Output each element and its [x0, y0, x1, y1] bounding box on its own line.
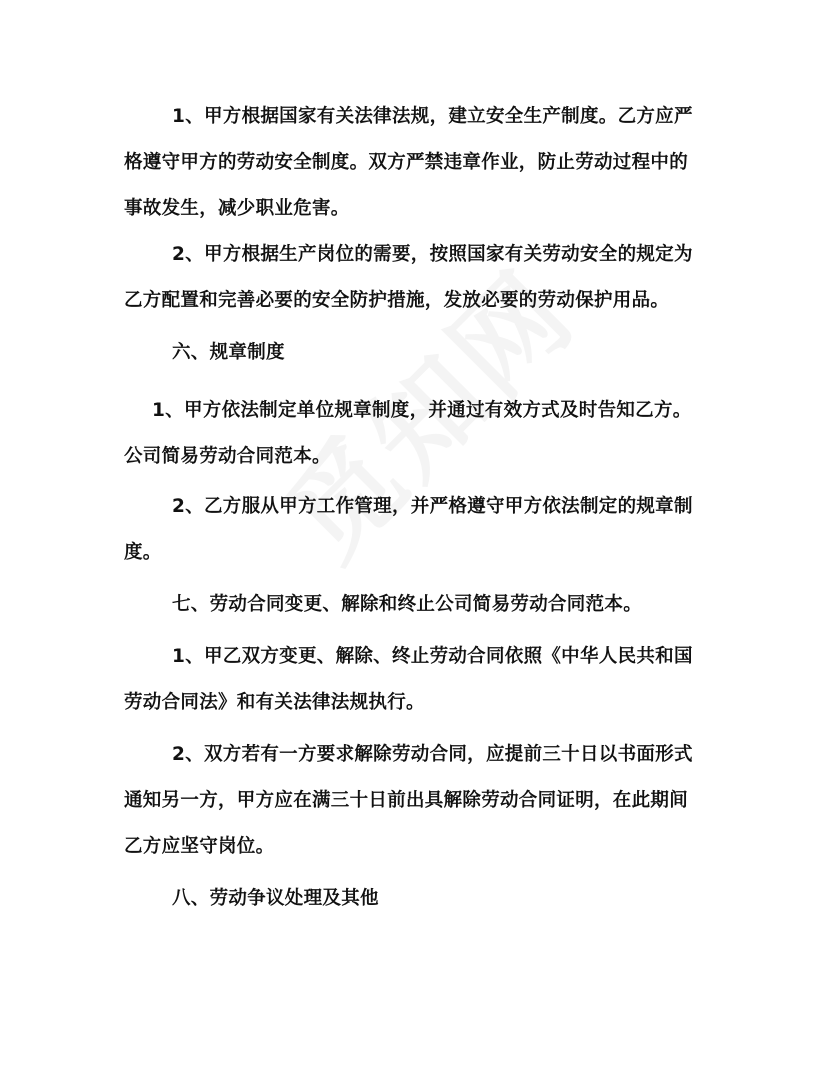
heading-section-6: 六、规章制度 — [172, 342, 285, 363]
heading-section-8: 八、劳动争议处理及其他 — [172, 888, 379, 909]
paragraph-rules-1: 1、甲方依法制定单位规章制度，并通过有效方式及时告知乙方。公司简易劳动合同范本。 — [124, 400, 692, 467]
paragraph-safety-2: 2、甲方根据生产岗位的需要，按照国家有关劳动安全的规定为乙方配置和完善必要的安全防护措施，发放必要的劳动保护用品。 — [124, 244, 693, 311]
paragraph-rules-2: 2、乙方服从甲方工作管理，并严格遵守甲方依法制定的规章制度。 — [124, 496, 693, 563]
paragraph-change-2: 2、双方若有一方要求解除劳动合同，应提前三十日以书面形式通知另一方，甲方应在满三十日前出具解除劳动合同证明，在此期间乙方应坚守岗位。 — [124, 744, 693, 857]
paragraph-safety-1: 1、甲方根据国家有关法律法规，建立安全生产制度。乙方应严格遵守甲方的劳动安全制度。双方严禁违章作业，防止劳动过程中的事故发生，减少职业危害。 — [124, 106, 693, 219]
heading-section-7: 七、劳动合同变更、解除和终止公司简易劳动合同范本。 — [172, 594, 643, 615]
paragraph-change-1: 1、甲乙双方变更、解除、终止劳动合同依照《中华人民共和国劳动合同法》和有关法律法规执行。 — [124, 646, 693, 713]
